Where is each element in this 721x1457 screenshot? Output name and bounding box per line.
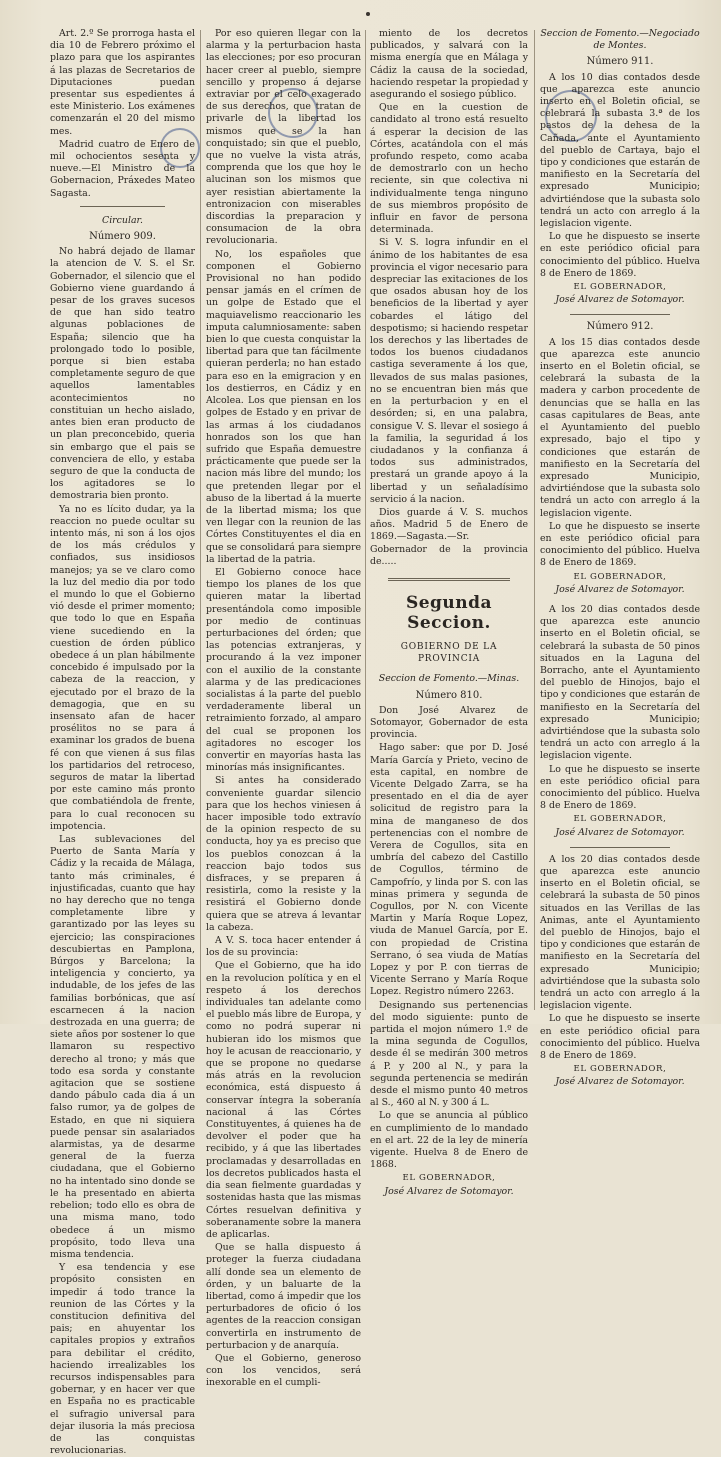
circular-heading: Circular.	[102, 214, 143, 226]
column-3	[370, 28, 528, 1197]
article-paragraph: Que se halla dispuesto á proteger la fuerza ciudadana allí donde sea un elemento de órden, y un baluarte de la libertad, como á impedir que los perturbadores de oficio ó los agentes de la reaccion consigan convertirla en instrumento de perturbacion y de anarquía.	[206, 1242, 361, 1351]
signature-label: EL GOBERNADOR,	[573, 282, 667, 293]
column-2	[206, 28, 361, 1389]
article-paragraph: Que el Gobierno, que ha ido en la revolucion política y en el respeto á los derechos individuales tan adelante como el pueblo más libre de Europa, y como no podrá superar ni hubieran ido los mismos que hoy le acusan de reaccionario, y que se propone no quedarse más atrás en la revolucion económica, está dispuesto á conservar íntegra la soberanía nacional á las Córtes Constituyentes, á quienes ha de devolver el poder que ha recibido, y á que las libertades proclamadas y desarrolladas en los decretos publicados hasta el dia sean fielmente guardadas y sostenidas hasta que las mismas Córtes resuelvan definitiva y soberanamente sobre la manera de aplicarlas.	[206, 960, 361, 1240]
announcement-paragraph: Lo que he dispuesto se inserte en este periódico oficial para conocimiento del público. Huelva 8 de Enero de 1869.	[540, 520, 700, 569]
decree-signature: Madrid cuatro de Enero de mil ochocientos sesenta y nueve.—El Ministro de la Gobernacion, Práxedes Mateo Sagasta.	[50, 138, 195, 199]
announcement-paragraph: Lo que he dispuesto se inserte en este periódico oficial para conocimiento del público. Huelva 8 de Enero de 1869.	[540, 231, 700, 279]
signature-name: José Alvarez de Sotomayor.	[555, 1076, 685, 1088]
article-paragraph: No habrá dejado de llamar la atencion de V. S. el Sr. Gobernador, el silencio que el Gobierno viene guardando á pesar de los graves sucesos de que han sido teatro algunas poblaciones de España; silencio que ha prolongado todo lo posible, porque si bien estaba completamente seguro de que aquellos lamentables acontecimientos no constituian un hecho aislado, antes bien eran producto de un plan preconcebido, queria sin embargo que el pais se convenciera de ello, y estaba seguro de que la conducta de los agitadores se lo demostraria bien pronto.	[50, 246, 195, 502]
signature-name: José Alvarez de Sotomayor.	[555, 294, 685, 306]
announcement-paragraph: A los 15 dias contados desde que aparezca este anuncio inserto en el Boletin oficial, se celebrará la subasta de la madera y carbon procedente de denuncias que se halla en las casas capitulares de Beas, ante el Ayuntamiento del pueblo expresado, bajo el tipo y condiciones que estarán de manifiesto en la Secretaría del expresado Municipio, advirtiéndose que la subasta solo tendrá un acto con arreglo á la legislacion vigente.	[540, 336, 700, 519]
article-paragraph: Don José Alvarez de Sotomayor, Gobernador de esta provincia.	[370, 704, 528, 741]
column-rule	[534, 30, 535, 1010]
article-paragraph: Hago saber: que por D. José María García y Prieto, vecino de esta capital, en nombre de Vicente Delgado Zarra, se ha presentado en el dia de ayer solicitud de registro para la mina de manganeso de dos pertenencias con el nombre de Verera de Cogullos, sita en umbría del cabezo del Castillo de Cogullos, término de Campofrío, y linda por S. con las minas primera y segunda de Cogullos, por N. con Vicente Martin y María Roque Lopez, viuda de Manuel García, por E. con propiedad de Cristina Serrano, ó sea viuda de Matías Lopez y por P. con tierras de Vicente Serrano y María Roque Lopez. Registro número 2263.	[370, 742, 528, 998]
announcement-paragraph: A los 10 dias contados desde que aparezca este anuncio inserto en el Boletin oficial, se celebrará la subasta 3.ª de los pastos de la dehesa de la Cañada, ante el Ayuntamiento del pueblo de Cartaya, bajo el tipo y condiciones que estarán de manifiesto en la Secretaría del expresado Municipio; advirtiéndose que la subasta solo tendrá un acto con arreglo á la legislacion vigente.	[540, 71, 700, 230]
column-rule	[200, 30, 201, 1010]
document-number: Número 911.	[586, 56, 654, 68]
section-title: Segunda Seccion.	[405, 592, 493, 633]
signature-name: José Alvarez de Sotomayor.	[555, 826, 685, 838]
announcement-paragraph: A los 20 dias contados desde que aparezca este anuncio inserto en el Boletin oficial, se celebrará la subasta de 50 pinos situados en la Laguna del Borracho, ante el Ayuntamiento del pueblo de Hinojos, bajo el tipo y condiciones que estarán de manifiesto en la Secretaría del expresado Municipio; advirtiéndose que la subasta solo tendrá un acto con arreglo á la legislacion vigente.	[540, 603, 700, 762]
article-paragraph: Que el Gobierno, generoso con los vencidos, será inexorable en el cumpli-	[206, 1352, 361, 1389]
section-divider	[388, 578, 510, 581]
announcement-paragraph: Lo que he dispuesto se inserte en este periódico oficial para conocimiento del público. Huelva 8 de Enero de 1869.	[540, 763, 700, 812]
article-paragraph: Art. 2.º Se prorroga hasta el dia 10 de Febrero próximo el plazo para que los aspirantes á las plazas de Secretarios de Diputaciones puedan presentar sus espedientes á este Ministerio. Los exámenes comenzarán el 20 del mismo mes.	[50, 28, 195, 137]
article-paragraph: Ya no es lícito dudar, ya la reaccion no puede ocultar su intento más, ni son á los ojos de los más crédulos y confiados, sus insidiosos manejos; ya se ve claro como la luz del medio dia por todo el mundo lo que el Gobierno vió desde el primer momento; que todo lo que en España viene sucediendo en la cuestion de órden público obedece á un plan hábilmente concebido é impulsado por la cabeza de la reaccion, y ejecutado por el brazo de la demagogia, que en su insensato afan de hacer prosélitos no se para á examinar los grados de buena fé con que vienen á sus filas los partidarios del retroceso, seguros de matar la libertad por este camino más pronto que combatiéndola de frente, para lo cual reconocen su impotencia.	[50, 503, 195, 832]
article-paragraph: Por eso quieren llegar con la alarma y la perturbacion hasta las elecciones; por eso procuran hacer creer al pueblo, siempre sencillo y propenso á dejarse extraviar por el celo exagerado de sus derechos, que tratan de privarle de la libertad los mismos que se la han conquistado; sin que el pueblo, que no vuelve la vista atrás, comprenda que los que hoy le alucinan son los mismos que ayer resistian abiertamente la entronizacion con miserables discordias la preparacion y consumacion de la obra revolucionaria.	[206, 28, 361, 247]
article-paragraph: Las sublevaciones del Puerto de Santa María y Cádiz y la recaida de Málaga, tanto más criminales, é injustificadas, cuanto que hay no hay derecho que no tenga completamente libre y garantizado por las leyes su ejercicio; las conspiraciones descubiertas en Pamplona, Búrgos y Barcelona; la inteligencia y concierto, ya indudable, de los jefes de las familias borbónicas, que así escarnecen á la nacion destrozada en una guerra; de siete años por sostener lo que llamaron su respectivo derecho al trono; y más que todo esa sorda y constante agitacion que se sostiene dando pábulo cada dia á un falso rumor, ya de golpes de Estado, en que ni siquiera puede pensar sin asalariados alarmistas, ya de desarme general de la fuerza ciudadana, que el Gobierno no ha intentado sino donde se le ha presentado en abierta rebelion; todo ello es obra de una misma mano, todo obedece á un mismo propósito, todo lleva una misma tendencia.	[50, 834, 195, 1260]
announcement-paragraph: A los 20 dias contados desde que aparezca este anuncio inserto en el Boletin oficial, se celebrará la subasta de 50 pinos situados en las Verillas de las Animas, ante el Ayuntamiento del pueblo de Hinojos, bajo el tipo y condiciones que estarán de manifiesto en la Secretaría del expresado Municipio; advirtiéndose que la subasta solo tendrá un acto con arreglo á la legislacion vigente.	[540, 853, 700, 1012]
signature-label: EL GOBERNADOR,	[573, 814, 667, 825]
divider	[570, 314, 670, 315]
article-paragraph: Si antes ha considerado conveniente guardar silencio para que los hechos viniesen á hacer imposible todo extravío de la opinion respecto de su conducta, hoy ya es preciso que los pueblos conozcan á la reaccion bajo todos sus disfraces, y se preparen á resistirla, como la resiste y la resistirá el Gobierno donde quiera que se atreva á levantar la cabeza.	[206, 775, 361, 933]
subsection-heading: Seccion de Fomento.—Minas.	[378, 673, 520, 685]
column-1	[50, 28, 195, 1457]
signature-name: José Alvarez de Sotomayor.	[555, 583, 685, 595]
column-4	[540, 28, 700, 1088]
article-paragraph: miento de los decretos publicados, y salvará con la misma energía que en Málaga y Cádiz la causa de la sociedad, haciendo respetar la propiedad y asegurando el sosiego público.	[370, 28, 528, 101]
signature-label: EL GOBERNADOR,	[573, 571, 667, 582]
section-header: Seccion de Fomento.—Negociado de Montes.	[540, 28, 700, 52]
article-paragraph: Y esa tendencia y ese propósito consisten en impedir á todo trance la reunion de las Córtes y la constitucion definitiva del pais; en ahuyentar los capitales propios y extraños para debilitar el crédito, haciendo irrealizables los recursos indispensables para gobernar, y en hacer ver que en España no es practicable el sufragio universal para dejar ilusoria la más preciosa de las conquistas revolucionarias.	[50, 1262, 195, 1457]
signature-label: EL GOBERNADOR,	[573, 1064, 667, 1075]
column-rule	[365, 30, 366, 1010]
divider	[570, 847, 670, 848]
article-paragraph: Dios guarde á V. S. muchos años. Madrid 5 de Enero de 1869.—Sagasta.—Sr. Gobernador de la provincia de.....	[370, 506, 528, 567]
article-paragraph: A V. S. toca hacer entender á los de su provincia:	[206, 935, 361, 959]
signature-label: EL GOBERNADOR,	[402, 1173, 496, 1184]
divider	[80, 206, 165, 207]
article-paragraph: No, los españoles que componen el Gobierno Provisional no han podido pensar jamás en el crímen de un golpe de Estado que el maquiavelismo reaccionario les imputa calumniosamente: saben bien lo que cuesta conquistar la libertad para que tan fácilmente quieran perderla; no han estado para eso en la emigracion y en los destierros, en Cádiz y en Alcolea. Los que piensan en los golpes de Estado y en privar de las armas á los ciudadanos honrados son los que han sufrido que España demuestre prácticamente que puede ser la nacion más libre del mundo; los que pretenden llegar por el abuso de la libertad á la muerte de la libertad misma; los que ven llegar con la reunion de las Córtes Constituyentes el dia en que se consolidará para siempre la libertad de la patria.	[206, 248, 361, 565]
signature-name: José Alvarez de Sotomayor.	[384, 1185, 514, 1197]
document-number: Número 909.	[89, 231, 156, 243]
document-number: Número 810.	[415, 689, 483, 701]
document-number: Número 912.	[586, 321, 654, 333]
ink-dot	[366, 12, 370, 16]
government-heading: GOBIERNO DE LA PROVINCIA	[400, 641, 498, 665]
article-paragraph: Lo que se anuncia al público en cumplimiento de lo mandado en el art. 22 de la ley de minería vigente. Huelva 8 de Enero de 1868.	[370, 1110, 528, 1171]
announcement-paragraph: Lo que he dispuesto se inserte en este periódico oficial para conocimiento del público. Huelva 8 de Enero de 1869.	[540, 1013, 700, 1062]
article-paragraph: Si V. S. logra infundir en el ánimo de los habitantes de esa provincia el vigor necesario para despreciar las exitaciones de los que osados abusan hoy de los beneficios de la libertad y ayer cobardes el látigo del despotismo; si haciendo respetar los derechos y las libertades de todos los buenos ciudadanos castiga severamente á los que, llevados de sus malas pasiones, no se encuentran bien más que en la perturbacion y en el desórden; si, en una palabra, consigue V. S. llevar el sosiego á la familia, la seguridad á los ciudadanos y la confianza á todos sus administrados, prestará un grande apoyo á la libertad y un señaladísimo servicio á la nacion.	[370, 237, 528, 505]
article-paragraph: Que en la cuestion de candidato al trono está resuelto á esperar la decision de las Córtes, acatándola con el más profundo respeto, como acaba de demostrarlo con un hecho reciente, sin que colectiva ni individualmente tenga ninguno de sus miembros propósito de influir en favor de persona determinada.	[370, 102, 528, 236]
article-paragraph: El Gobierno conoce hace tiempo los planes de los que quieren matar la libertad presentándola como imposible por medio de continuas perturbaciones del órden; que las potencias extranjeras, y procurando á la vez imponer con el auxilio de la constante alarma y de las predicaciones socialistas á la parte del pueblo verdaderamente liberal un retraimiento forzado, al amparo del cual se proponen los agitadores no escoger los convertir en mayorías hasta las minorías más insignificantes.	[206, 566, 361, 774]
article-paragraph: Designando sus pertenencias del modo siguiente: punto de partida el mojon número 1.º de la mina segunda de Cogullos, desde él se medirán 300 metros á P. y 200 al N., y para la segunda pertenencia se medirán desde el mismo punto 40 metros al S., 460 al N. y 300 á L.	[370, 999, 528, 1109]
